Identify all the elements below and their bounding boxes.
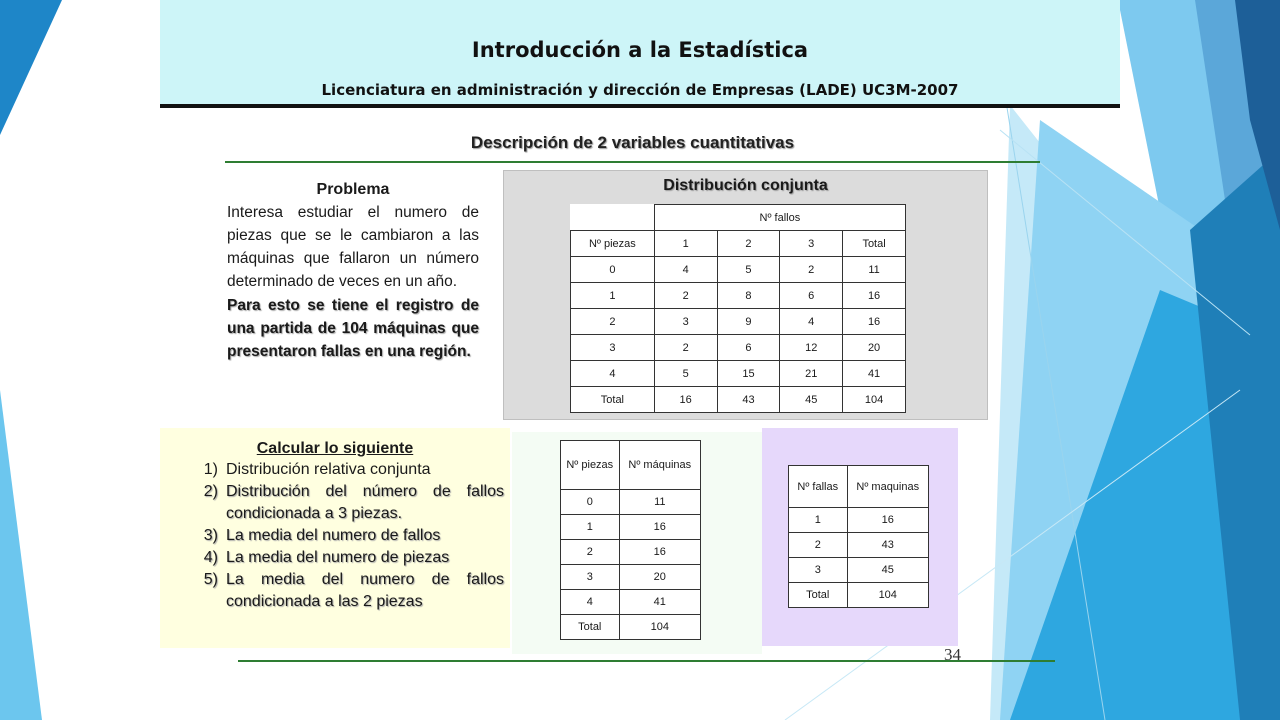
- table-cell: 45: [780, 387, 843, 413]
- table-row: [789, 558, 929, 583]
- col-header: Nº piezas: [561, 441, 620, 490]
- col-header: 3: [780, 231, 843, 257]
- item-number: 4): [203, 549, 218, 566]
- table-cell: Total: [789, 583, 848, 608]
- table-cell: 45: [847, 558, 929, 583]
- table-cell: 11: [619, 490, 700, 515]
- table-cell: 2: [654, 335, 717, 361]
- table-row: [561, 615, 701, 640]
- table-cell: 104: [619, 615, 700, 640]
- col-header: Nº maquinas: [847, 466, 929, 508]
- problem-data-text: Para esto se tiene el registro de una partida de 104 máquinas que presentaron fallas en una región.: [227, 297, 479, 360]
- bg-shard: [0, 0, 62, 135]
- table-cell: Total: [571, 387, 655, 413]
- table-cell: 43: [717, 387, 780, 413]
- col-header: Nº máquinas: [619, 441, 700, 490]
- table-cell: 3: [654, 309, 717, 335]
- slide-subtitle: Licenciatura en administración y dirección de Empresas (LADE) UC3M-2007: [321, 81, 959, 99]
- table-cell: 3: [571, 335, 655, 361]
- slide-header: [160, 0, 1120, 108]
- list-item: [160, 525, 510, 547]
- col-group-header: Nº fallos: [654, 205, 905, 231]
- col-header: 2: [717, 231, 780, 257]
- item-number: 1): [203, 461, 218, 478]
- table-row: [561, 565, 701, 590]
- table-row: [571, 361, 906, 387]
- table-row: [561, 540, 701, 565]
- pieces-table: [560, 440, 701, 640]
- top-divider: [225, 161, 1040, 163]
- item-number: 5): [203, 571, 218, 588]
- item-text: Distribución del número de fallos condicionada a 3 piezas.: [226, 483, 504, 522]
- table-cell: 5: [717, 257, 780, 283]
- table-row: [571, 283, 906, 309]
- table-row: [789, 533, 929, 558]
- table-cell: 16: [843, 283, 906, 309]
- table-cell: 6: [717, 335, 780, 361]
- table-cell: 21: [780, 361, 843, 387]
- problem-block: [227, 178, 479, 363]
- table-cell: 11: [843, 257, 906, 283]
- table-cell: Total: [561, 615, 620, 640]
- table-cell: 1: [789, 508, 848, 533]
- table-row: [561, 490, 701, 515]
- col-header: 1: [654, 231, 717, 257]
- item-number: 2): [203, 483, 218, 500]
- table-row: [571, 257, 906, 283]
- table-cell: 2: [780, 257, 843, 283]
- tasks-panel: [160, 428, 510, 648]
- table-cell: 104: [847, 583, 929, 608]
- table-cell: 41: [843, 361, 906, 387]
- page-number: 34: [944, 645, 961, 664]
- table-row: [789, 508, 929, 533]
- list-item: [160, 459, 510, 481]
- table-cell: 9: [717, 309, 780, 335]
- list-item: [160, 481, 510, 525]
- table-cell: 2: [561, 540, 620, 565]
- table-cell: 20: [843, 335, 906, 361]
- table-cell: 4: [780, 309, 843, 335]
- faults-table: [788, 465, 929, 608]
- table-cell: 6: [780, 283, 843, 309]
- table-cell: 0: [571, 257, 655, 283]
- col-header: Nº fallas: [789, 466, 848, 508]
- table-cell: 2: [571, 309, 655, 335]
- item-text: Distribución relativa conjunta: [226, 461, 431, 478]
- bg-shard: [0, 390, 42, 720]
- table-cell: 16: [654, 387, 717, 413]
- table-cell: 1: [561, 515, 620, 540]
- item-text: La media del numero de piezas: [226, 549, 450, 566]
- joint-distribution-title: Distribución conjunta: [663, 177, 828, 194]
- table-row: [571, 309, 906, 335]
- joint-distribution-table: [570, 204, 906, 413]
- faults-panel: [762, 428, 958, 646]
- pieces-panel: [512, 432, 762, 654]
- problem-heading: Problema: [316, 181, 390, 198]
- item-number: 3): [203, 527, 218, 544]
- table-cell: 16: [843, 309, 906, 335]
- table-row: [789, 583, 929, 608]
- table-cell: 3: [789, 558, 848, 583]
- item-text: La media del numero de fallos: [226, 527, 441, 544]
- list-item: [160, 569, 510, 613]
- table-cell: 5: [654, 361, 717, 387]
- table-cell: 20: [619, 565, 700, 590]
- bottom-divider: [238, 660, 1055, 662]
- tasks-list: [160, 459, 510, 613]
- table-cell: 16: [619, 540, 700, 565]
- table-cell: 1: [571, 283, 655, 309]
- slide-title: Introducción a la Estadística: [471, 38, 809, 62]
- table-cell: 4: [561, 590, 620, 615]
- item-text: La media del numero de fallos condicionada a las 2 piezas: [226, 571, 504, 610]
- table-cell: 16: [619, 515, 700, 540]
- table-row: [561, 515, 701, 540]
- table-cell: 8: [717, 283, 780, 309]
- table-cell: 2: [789, 533, 848, 558]
- table-cell: 12: [780, 335, 843, 361]
- row-header: Nº piezas: [571, 231, 655, 257]
- table-cell: 43: [847, 533, 929, 558]
- col-header: Total: [843, 231, 906, 257]
- table-row: [571, 335, 906, 361]
- joint-distribution-panel: [503, 170, 988, 420]
- table-cell: 4: [654, 257, 717, 283]
- list-item: [160, 547, 510, 569]
- table-cell: 0: [561, 490, 620, 515]
- table-row: [571, 387, 906, 413]
- table-row: [561, 590, 701, 615]
- table-cell: 104: [843, 387, 906, 413]
- tasks-heading: Calcular lo siguiente: [256, 440, 414, 457]
- table-cell: 41: [619, 590, 700, 615]
- table-cell: 16: [847, 508, 929, 533]
- problem-text: Interesa estudiar el numero de piezas que se le cambiaron a las máquinas que fallaron un número determinado de veces en un año.: [227, 204, 479, 290]
- section-title: Descripción de 2 variables cuantitativas: [470, 133, 795, 152]
- table-cell: 3: [561, 565, 620, 590]
- table-cell: 2: [654, 283, 717, 309]
- table-corner: [571, 205, 655, 231]
- table-cell: 4: [571, 361, 655, 387]
- table-cell: 15: [717, 361, 780, 387]
